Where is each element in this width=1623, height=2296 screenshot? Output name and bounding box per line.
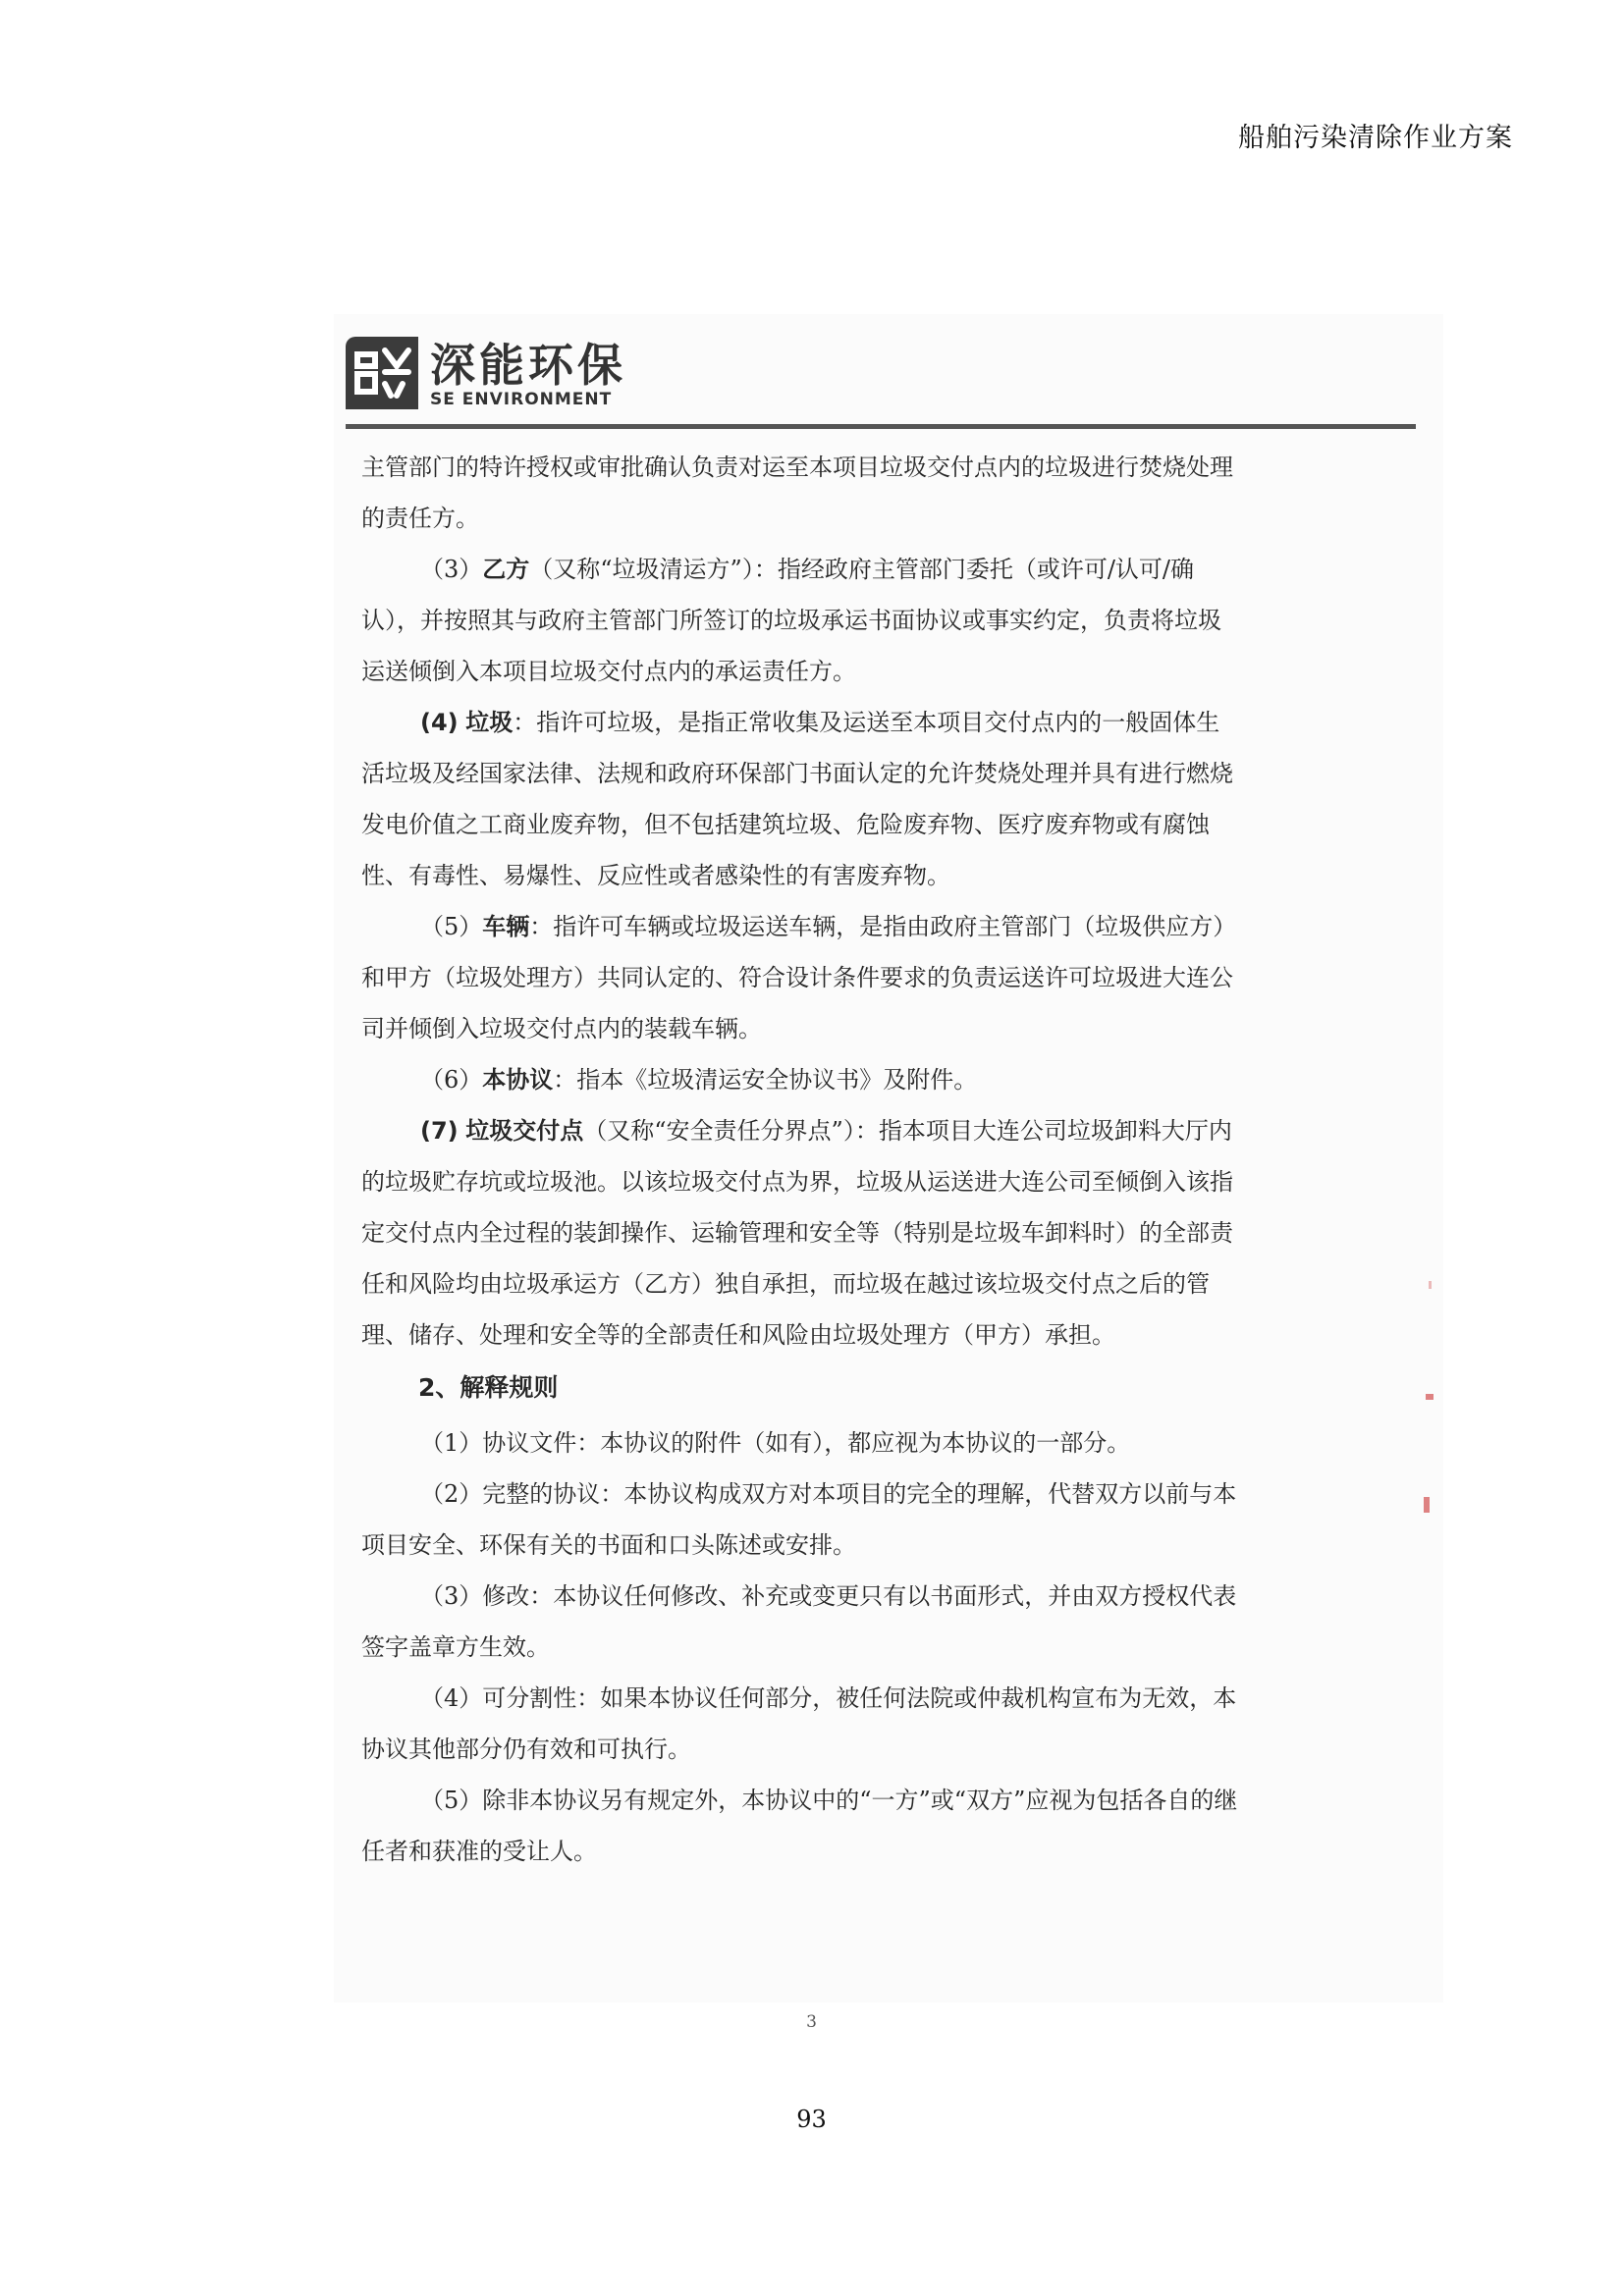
defined-term: 垃圾交付点 [465,1117,584,1145]
section-heading: 2、解释规则 [418,1373,559,1402]
paragraph-continuation: 主管部门的特许授权或审批确认负责对运至本项目垃圾交付点内的垃圾进行焚烧处理的责任方。 [361,454,1233,532]
seal-fragment [1429,1281,1432,1289]
logo-name-en: SE ENVIRONMENT [430,390,613,409]
defined-term: 乙方 [482,556,530,583]
item-number: （6） [420,1066,483,1094]
definition-delivery-point [361,1105,1240,1361]
rule-item-2: （2）完整的协议：本协议构成双方对本项目的完全的理解，代替双方以前与本项目安全、环保有关的书面和口头陈述或安排。 [361,1480,1237,1559]
company-logo [346,337,626,409]
rule-item-4: （4）可分割性：如果本协议任何部分，被任何法院或仲裁机构宣布为无效，本协议其他部分仍有效和可执行。 [361,1684,1237,1763]
definition-vehicle [361,901,1240,1054]
definition-text: （又称“垃圾清运方”）：指经政府主管部门委托（或许可/认可/确认），并按照其与政府主管部门所签订的垃圾承运书面协议或事实约定，负责将垃圾运送倾倒入本项目垃圾交付点内的承运责任方。 [361,556,1221,685]
definition-garbage [361,697,1240,901]
document-header-title: 船舶污染清除作业方案 [1238,123,1513,153]
rule-item-3: （3）修改：本协议任何修改、补充或变更只有以书面形式，并由双方授权代表签字盖章方生效。 [361,1582,1237,1661]
defined-term: 垃圾 [465,709,514,736]
definition-agreement [361,1054,1240,1105]
rule-item-5: （5）除非本协议另有规定外，本协议中的“一方”或“双方”应视为包括各自的继任者和获准的受让人。 [361,1787,1238,1865]
header-divider [346,424,1416,429]
document-body [361,442,1240,1877]
item-number: (4) [420,709,459,736]
definition-text: ：指许可车辆或垃圾运送车辆，是指由政府主管部门（垃圾供应方）和甲方（垃圾处理方）共同认定的、符合设计条件要求的负责运送许可垃圾进大连公司并倾倒入垃圾交付点内的装载车辆。 [361,913,1237,1042]
item-number: （5） [420,913,483,940]
seal-fragment [1424,1497,1430,1513]
rule-item-1: （1）协议文件：本协议的附件（如有），都应视为本协议的一部分。 [420,1429,1131,1457]
logo-mark-icon [346,337,418,409]
page-number: 93 [796,2106,827,2133]
defined-term: 本协议 [482,1066,554,1094]
logo-name-cn: 深能环保 [430,339,626,392]
definition-text: ：指许可垃圾，是指正常收集及运送至本项目交付点内的一般固体生活垃圾及经国家法律、法规和政府环保部门书面认定的允许焚烧处理并具有进行燃烧发电价值之工商业废弃物，但不包括建筑垃圾、危险废弃物、医疗废弃物或有腐蚀性、有毒性、易爆性、反应性或者感染性的有害废弃物。 [361,709,1233,889]
defined-term: 车辆 [482,913,530,940]
definition-text: （又称“安全责任分界点”）：指本项目大连公司垃圾卸料大厅内的垃圾贮存坑或垃圾池。以该垃圾交付点为界，垃圾从运送进大连公司至倾倒入该指定交付点内全过程的装卸操作、运输管理和安全等（特别是垃圾车卸料时）的全部责任和风险均由垃圾承运方（乙方）独自承担，而垃圾在越过该垃圾交付点之后的管理、储存、处理和安全等的全部责任和风险由垃圾处理方（甲方）承担。 [361,1117,1233,1349]
seal-fragment [1426,1394,1434,1400]
definition-party-b [361,544,1240,697]
item-number: （3） [420,556,483,583]
inner-page-number: 3 [806,2012,817,2032]
definition-text: ：指本《垃圾清运安全协议书》及附件。 [553,1066,978,1094]
item-number: (7) [420,1117,459,1145]
